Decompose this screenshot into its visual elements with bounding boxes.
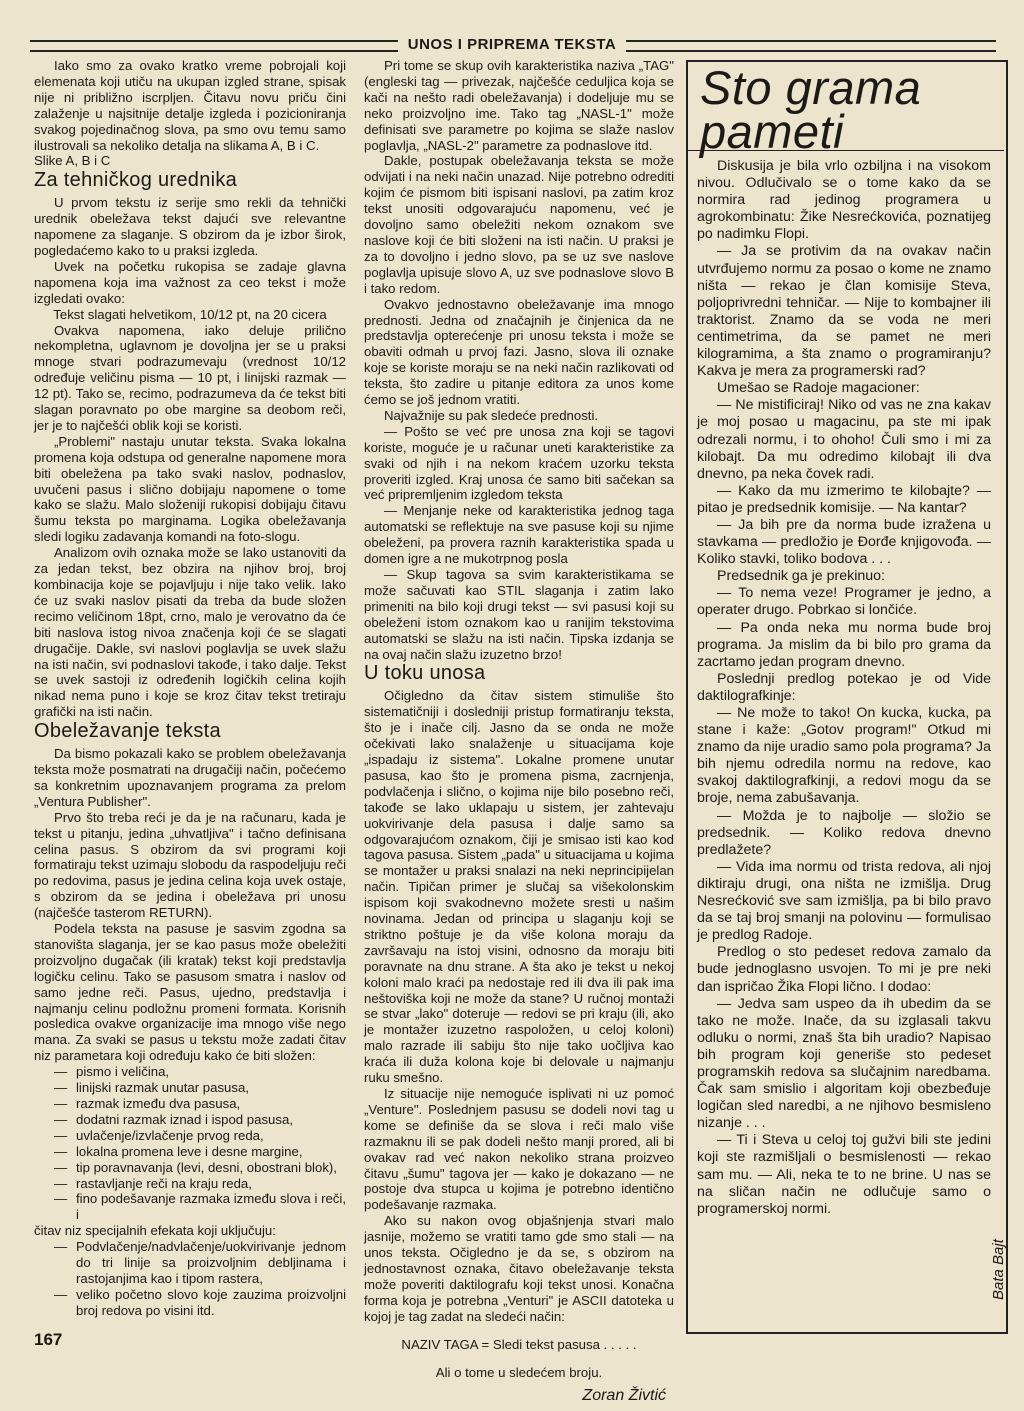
figure-caption: Slike A, B i C (34, 153, 111, 169)
sidebar-title (700, 61, 990, 158)
list-item: — linijski razmak unutar pasusa, (54, 1080, 346, 1096)
paragraph: — Pa onda neka mu norma bude broj programa. Ja mislim da bi bilo pro grama da zacrtamo jedan program dnevno. (697, 619, 991, 670)
paragraph: Iako smo za ovako kratko vreme pobrojali koji elemenata koji utiču na ukupan izgled strane, spisak nije ni približno iscrpljen. Čitavu novu priču čini zalaženje u najsitnije detalje izgleda i pozicioniranja svakog pojedinačnog slova, pa smo ovu temu samo ilustrovali sa nekoliko detalja na slikama A, B i C. (34, 58, 346, 153)
paragraph: Podela teksta na pasuse je sasvim zgodna sa stanovišta slaganja, jer se kao pasus može obeležiti proizvoljno dugačak (ili kratak) tekst koji predstavlja logičku celinu. Tako se pasusom smatra i naslov od samo jedne reči. Pasus, ujedno, predstavlja i najmanju celinu podložnu promeni formata. Korisnih posledica ovakve organizacije ima mnogo više nego mana. Za svaki se pasus u tekstu može zadati čitav niz parametara koji određuju kako će biti složen: (34, 921, 346, 1064)
paragraph: Ovakvo jednostavno obeležavanje ima mnogo prednosti. Jedna od značajnih je činjenica da ne predstavlja opterećenje pri unosu teksta i može se obaviti odmah u prvoj fazi. Jasno, slova ili oznake koje se koriste moraju se na neki način razlikovati od teksta, što zadire u pitanje editora za unos kome ćemo se još jednom vratiti. (364, 296, 674, 408)
list-item: — veliko početno slovo koje zauzima proizvoljni broj redova po visini itd. (54, 1287, 346, 1319)
paragraph: U prvom tekstu iz serije smo rekli da tehnički urednik obeležava tekst dajući sve relevantne napomene za slaganje. S obzirom da je izbor širok, pogledaćemo kako to u praksi izgleda. (34, 195, 346, 258)
paragraph: — Kako da mu izmerimo te kilobajte? — pitao je predsednik komisije. — Na kantar? (697, 482, 991, 516)
list-item: — fino podešavanje razmaka između slova i reči, i (54, 1191, 346, 1223)
paragraph: — Ja bih pre da norma bude izražena u stavkama — predložio je Đorđe knjigovođa. — Koliko stavki, toliko bodova . . . (697, 516, 991, 568)
paragraph: — Jedva sam uspeo da ih ubedim da se tako ne može. Inače, da su izglasali takvu odluku o normi, znaš šta bih uradio? Napisao bih program koji generiše sto pedeset programskih redova sa slučajnim naredbama. Čak sam smislio i algoritam koji obezbeđuje logičan sled naredbi, a ne njihovo besmisleno nizanje . . . (697, 995, 991, 1132)
paragraph: — Pošto se već pre unosa zna koji se tagovi koriste, moguće je u računar uneti karakteristike za svaki od njih i na nekom kraćem uzorku teksta proveriti izgled. Kraj unosa će samo biti sačekan sa već pripremljenim izgledom teksta (364, 423, 674, 503)
sidebar-text (697, 158, 991, 1218)
list-item: — uvlačenje/izvlačenje prvog reda, (54, 1128, 346, 1144)
paragraph: — Ti i Steva u celoj toj gužvi bili ste jedini koji ste razmišljali o besmislenosti — rekao sam mu. — Ali, neka te to ne brine. U nas se na sličan način ne odlučuje samo o programerskoj normi. (697, 1132, 991, 1217)
paragraph: Predlog o sto pedeset redova zamalo da bude jednoglasno usvojen. To mi je pre neki dan ispričao Žika Flopi lično. I dodao: (697, 944, 991, 995)
list-item: — razmak između dva pasusa, (54, 1096, 346, 1112)
example-note: Tekst slagati helvetikom, 10/12 pt, na 20 cicera (53, 306, 327, 322)
heading-editor: Za tehničkog urednika (34, 169, 238, 192)
list-item: — dodatni razmak iznad i ispod pasusa, (54, 1112, 346, 1128)
paragraph: — Ja se protivim da na ovakav način utvrđujemo normu za posao o kome ne znamo ništa — rekao je član komisije Steva, poljoprivredni tehničar. — Nije to kombajner ili traktorist. Znamo da se voda ne meri centimetrima, da se pamet ne meri kilogramima, a šta znamo o programiranju? Kakva je mera za programerski rad? (697, 243, 991, 380)
paragraph: — Ne mistificiraj! Niko od vas ne zna kakav je moj posao u magacinu, pa ste mi ipak odrezali normu, i to ohoho! Čuli smo i mi za kilobajt. Da mu odredimo kilobajt ili dva dnevno, pa neka čovek radi. (697, 397, 991, 482)
paragraph: — Menjanje neke od karakteristika jednog taga automatski se reflektuje na sve pasuse koji su njime obeleženi, pa provera raznih karakteristika spada u domen igre a ne mukotrpnog posla (364, 503, 674, 567)
paragraph: — Skup tagova sa svim karakteristikama se može sačuvati kao STIL slaganja i zatim lako primeniti na bilo koji drugi tekst — svi pasusi koji su obeleženi istom oznakom kao u ranijim tekstovima automatski se slažu na isti način. Tipska izdanja se na ovaj način slažu izuzetno brzo! (364, 567, 674, 662)
paragraph: — Vida ima normu od trista redova, ali njoj diktiraju drugi, ona ništa ne izmišlja. Drug Nesrećković sve sam izmišlja, pa bi bilo pravo da se taj broj smanji na polovinu — formulisao je predlog Radoje. (697, 858, 991, 944)
sidebar-title-line: pameti (700, 105, 845, 158)
paragraph: Poslednji predlog potekao je od Vide daktilografkinje: (697, 670, 991, 704)
code-example: NAZIV TAGA = Sledi tekst pasusa . . . . . (401, 1336, 637, 1352)
paragraph: Predsednik ga je prekinuo: (717, 568, 885, 585)
paragraph: Da bismo pokazali kako se problem obeležavanja teksta može posmatrati na drugačiji način, počećemo sa konkretnim upoznavanjem programa za prelom „Ventura Publisher". (34, 746, 346, 809)
list-item: — lokalna promena leve i desne margine, (54, 1144, 346, 1160)
list-item: — Podvlačenje/nadvlačenje/uokvirivanje jednom do tri linije sa proizvoljnim debljinama i rastojanjima kao i tipom rastera, (54, 1239, 346, 1287)
list-item: — rastavljanje reči na kraju reda, (54, 1176, 346, 1192)
paragraph: Ovakva napomena, iako deluje prilično nekompletna, uglavnom je dovoljna jer se u praksi mnoge stvari podrazumevaju (vrednost 10/12 određuje veličinu pisma — 10 pt, i linijski razmak — 12 pt). Tako se, recimo, podrazumeva da će tekst biti slagan poravnato po obe margine sa deobom reči, jer je to najčešći oblik koji se koristi. (34, 322, 346, 433)
header-rule-right (626, 40, 996, 52)
heading-input: U toku unosa (364, 662, 486, 685)
paragraph: Dakle, postupak obeležavanja teksta se može odvijati i na neki način unazad. Nije potrebno odrediti kojim će pismom biti ispisani naslovi, pa zatim kroz tekst unositi odgovarajuću napomenu, već je dovoljno samo obeležiti nekom oznakom sve naslove koji će biti složeni na isti način. U praksi je za to dovoljno i jedno slovo, pa se uz sve naslove poglavlja upisuje slovo A, uz sve podnaslove slovo B i tako redom. (364, 153, 674, 296)
paragraph: Prvo što treba reći je da je na računaru, kada je tekst u pitanju, jedina „uhvatljiva" i tačno definisana celina pasus. S obzirom da svi programi koji formatiraju tekst uzimaju slobodu da raspodeljuju reči po redovima, pasus je jedina celina koja uvek ostaje, s obzirom da se jedina i obeležava pri unosu (najčešće tasterom RETURN). (34, 809, 346, 921)
paragraph: Diskusija je bila vrlo ozbiljna i na visokom nivou. Odlučivalo se o tome kako da se normira rad jedinog programera u agrokombinatu: Žike Nesrećkovića, poznatijeg po nadimku Flopi. (697, 158, 991, 243)
list-item: — pismo i veličina, (54, 1064, 346, 1080)
paragraph: Ako su nakon ovog objašnjenja stvari malo jasnije, možemo se vratiti tamo gde smo stali — na unos teksta. Očigledno je da se, s obzirom na jednostavnost oznaka, čitavo obeležavanje teksta može poveriti daktilografu koji tekst unosi. Konačna forma koja je potrebna „Venturi" je ASCII datoteka u kojoj je tag zadat na sledeći način: (364, 1213, 674, 1324)
sidebar-author: Bata Bajt (990, 1239, 1007, 1300)
parameter-list (34, 1064, 346, 1223)
paragraph: — Ne može to tako! On kucka, kucka, pa stane i kaže: „Gotov program!" Otkud mi znamo da nije uradio samo pola programa? Ja bih njemu odredila normu na redove, kao svakoj daktilografkinji, a redovi mogu da se broje, nema zabušavanja. (697, 705, 991, 807)
paragraph: Najvažnije su pak sledeće prednosti. (384, 407, 599, 423)
paragraph: Očigledno da čitav sistem stimuliše što sistematičniji i dosledniji pristup formatiranju teksta, što je i inače cilj. Jasno da se onda ne može očekivati lako snalaženje u situacijama koje „ispadaju iz sistema". Lokalne promene unutar pasusa, kao što je promena pisma, zacrnjenja, podvlačenja i slično, o kojima nije bilo posebno reči, takođe se lako uklapaju u sistem, jer zahtevaju uokvirivanje dela pasusa i dalje samo sa odgovarajućom oznakom, čiji je smisao isti kao kod tagova pasusa. Sistem „pada" u situacijama u kojima se montažer u praksi snalazi na neki neprincipijelan način. Tipičan primer je slučaj sa višekolonskim ispisom koji svakodnevno možete sresti u našim novinama. Jedan od principa u slaganju koji se striktno poštuje je da više kolona moraju da završavaju na istoj visini, odnosno da moraju biti poravnate na dnu strane. A šta ako je tekst u nekoj koloni malo kraći pa nedostaje red ili dva ili pak ima neštoviška koji ne može da stane? U ručnoj montaži se stvar „lako" doteruje — redovi se pri kraju (ili, ako je montažer izuzetno raspoložen, u celoj koloni) malo razrade ili sabiju što nije tako uočljiva kao kraća ili duža kolona koje bi delovale u najmanju ruku smešno. (364, 688, 674, 1086)
paragraph: Analizom ovih oznaka može se lako ustanoviti da za jedan tekst, bez obzira na njihov broj, broj kombinacija koje se pojavljuju i nije tako velik. Iako će uz svaki naslov pisati da treba da bude složen recimo veličinom 18pt, crno, malo je verovatno da će biti naslova istog nivoa značenja koji će se slagati drugačije. Dakle, svi naslovi poglavlja se uvek slažu na isti način, svi podnaslovi takođe, i tako dalje. Tekst se uvek sastoji iz određenih logičkih celina kojih nikad nema puno i koje se kroz čitav tekst tretiraju grafički na isti način. (34, 545, 346, 720)
paragraph: Umešao se Radoje magacioner: (717, 380, 920, 397)
paragraph: Pri tome se skup ovih karakteristika naziva „TAG" (engleski tag — privezak, najčešće ceduljica koja se kači na nešto radi obeležavanja) i dodeljuje mu se neko proizvoljno ime. Tako tag „NASL-1" može definisati sve parametre po kojima se slaže naslov poglavlja, „NASL-2" parametre za podnaslove itd. (364, 58, 674, 153)
sidebar-title-line: Sto grama (700, 61, 922, 114)
column-2 (364, 58, 674, 1404)
list-item: — tip poravnavanja (levi, desni, obostrani blok), (54, 1160, 346, 1176)
paragraph: — Možda je to najbolje — složio se predsednik. — Koliko redova dnevno predlažete? (697, 807, 991, 858)
heading-marking: Obeležavanje teksta (34, 720, 221, 743)
author-signature: Zoran Živtić (582, 1387, 666, 1405)
paragraph: Uvek na početku rukopisa se zadaje glavna napomena koja ima važnost za ceo tekst i može izgledati ovako: (34, 258, 346, 306)
closing-line: Ali o tome u sledećem broju. (435, 1364, 603, 1380)
page-number: 167 (34, 1330, 63, 1349)
paragraph: čitav niz specijalnih efekata koji uključuju: (34, 1223, 276, 1239)
paragraph: Iz situacije nije nemoguće isplivati ni uz pomoć „Venture". Poslednjem pasusu se dodeli novi tag u kome se definiše da se slova i reči malo više razmaknu ili se pak dodeli nešto manji prored, ali bi ovakav rad već nakon nekoliko strana proizveo čitavu „šumu" tagova jer — kako je dokazano — ne postoje dva stupca u kojima je potrebno identično podešavanje razmaka. (364, 1086, 674, 1213)
effects-list (34, 1239, 346, 1319)
section-title: UNOS I PRIPREMA TEKSTA (407, 36, 617, 53)
paragraph: „Problemi" nastaju unutar teksta. Svaka lokalna promena koja odstupa od generalne napomene mora biti obeležena pa tako svaki naslov, podnaslov, uvučeni pasus i slično dobijaju napomene o tome kako se slažu. Malo složeniji rukopisi dobijaju čitavu šumu teksta po marginama. Logika obeležavanja sledi logiku zadavanja komandi na foto-slogu. (34, 433, 346, 545)
column-1 (34, 58, 346, 1319)
header-rule-left (30, 40, 398, 52)
paragraph: — To nema veze! Programer je jedno, a operater drugo. Pobrkao si lončiće. (697, 585, 991, 619)
